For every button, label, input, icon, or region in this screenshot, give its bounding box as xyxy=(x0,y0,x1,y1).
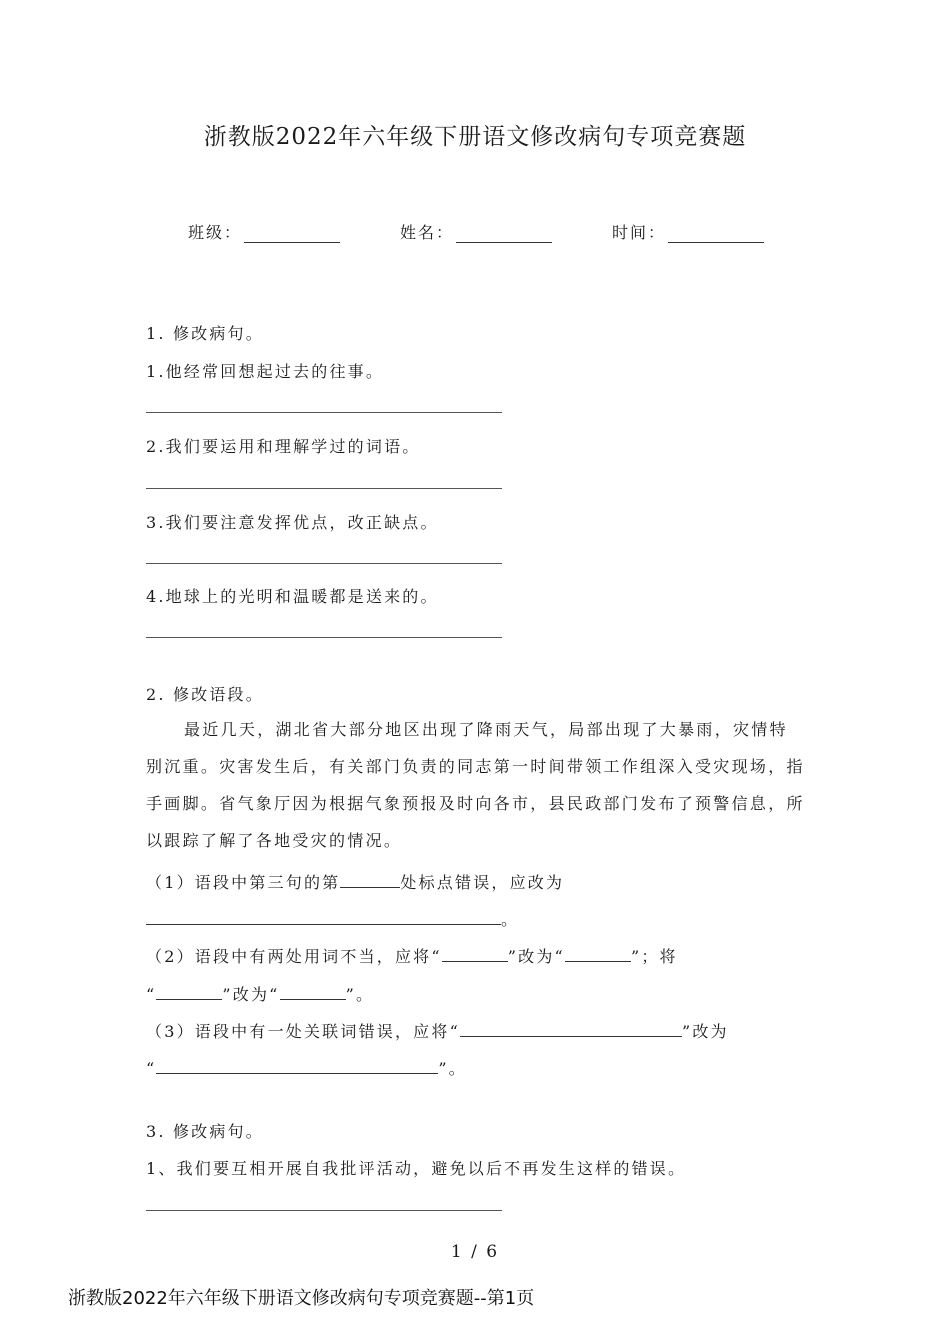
time-field xyxy=(612,220,764,243)
q2-sub1-text-b: 处标点错误，应改为 xyxy=(400,873,565,892)
q2-sub1-answer xyxy=(146,907,519,930)
answer-line xyxy=(146,637,502,638)
q3-heading: 3. 修改病句。 xyxy=(146,1122,264,1141)
q2-sub2-blank-1 xyxy=(442,946,508,962)
page-number: 1 / 6 xyxy=(450,1242,500,1262)
q2-sub2-blank-2 xyxy=(565,946,631,962)
q2-heading: 2. 修改语段。 xyxy=(146,685,264,704)
class-label: 班级： xyxy=(188,223,243,242)
q2-sub2-text-b: ”改为“ xyxy=(507,947,565,966)
answer-line xyxy=(146,412,502,413)
q1-heading: 1. 修改病句。 xyxy=(146,324,264,343)
q2-sub2-text-d: “ xyxy=(146,985,157,1004)
q2-sub2-text-e: ”改为“ xyxy=(222,985,280,1004)
q2-sub2-text-c: ”；将 xyxy=(630,947,678,966)
name-field xyxy=(400,220,552,243)
name-blank xyxy=(456,226,552,243)
q2-sub2-blank-3 xyxy=(156,984,222,1000)
q2-sub2-text-a: （2）语段中有两处用词不当，应将“ xyxy=(146,947,442,966)
footer-caption: 浙教版2022年六年级下册语文修改病句专项竞赛题--第1页 xyxy=(68,1288,535,1309)
q2-sub3-blank-2 xyxy=(156,1058,438,1074)
q2-sub1-blank xyxy=(340,872,400,888)
q3-item-1: 1、我们要互相开展自我批评活动，避免以后不再发生这样的错误。 xyxy=(146,1159,687,1178)
q2-sub1-period: 。 xyxy=(501,910,520,929)
time-blank xyxy=(668,226,764,243)
q2-sub3 xyxy=(146,1019,729,1042)
time-label: 时间： xyxy=(612,223,667,242)
class-field xyxy=(188,220,340,243)
q2-paragraph: 最近几天，湖北省大部分地区出现了降雨天气，局部出现了大暴雨，灾情特别沉重。灾害发生后，有关部门负责的同志第一时间带领工作组深入受灾现场，指手画脚。省气象厅因为根据气象预报及时向各市，县民政部门发布了预警信息，所以跟踪了解了各地受灾的情况。 xyxy=(146,720,805,850)
q2-sub3-text-a: （3）语段中有一处关联词错误，应将“ xyxy=(146,1022,460,1041)
q2-sub3-blank-1 xyxy=(460,1021,682,1037)
q2-sub3-text-c: “ xyxy=(146,1059,157,1078)
q2-sub2-blank-4 xyxy=(280,984,346,1000)
name-label: 姓名： xyxy=(400,223,455,242)
q2-sub1-answer-blank xyxy=(146,909,501,925)
q1-item-4: 4.地球上的光明和温暖都是送来的。 xyxy=(146,587,439,606)
answer-line xyxy=(146,563,502,564)
q2-sub2-cont xyxy=(146,982,374,1005)
q2-sub2 xyxy=(146,944,678,967)
q1-item-2: 2.我们要运用和理解学过的词语。 xyxy=(146,437,421,456)
q2-sub1-text-a: （1）语段中第三句的第 xyxy=(146,873,341,892)
q1-item-1: 1.他经常回想起过去的往事。 xyxy=(146,362,385,381)
q1-item-3: 3.我们要注意发挥优点，改正缺点。 xyxy=(146,513,439,532)
answer-line xyxy=(146,488,502,489)
q2-sub3-text-d: ”。 xyxy=(438,1059,467,1078)
class-blank xyxy=(244,226,340,243)
q2-sub3-cont xyxy=(146,1056,467,1079)
q2-sub3-text-b: ”改为 xyxy=(681,1022,729,1041)
page-title: 浙教版2022年六年级下册语文修改病句专项竞赛题 xyxy=(203,124,747,150)
q2-sub1 xyxy=(146,870,564,893)
q2-sub2-text-f: ”。 xyxy=(345,985,375,1004)
answer-line xyxy=(146,1210,502,1211)
